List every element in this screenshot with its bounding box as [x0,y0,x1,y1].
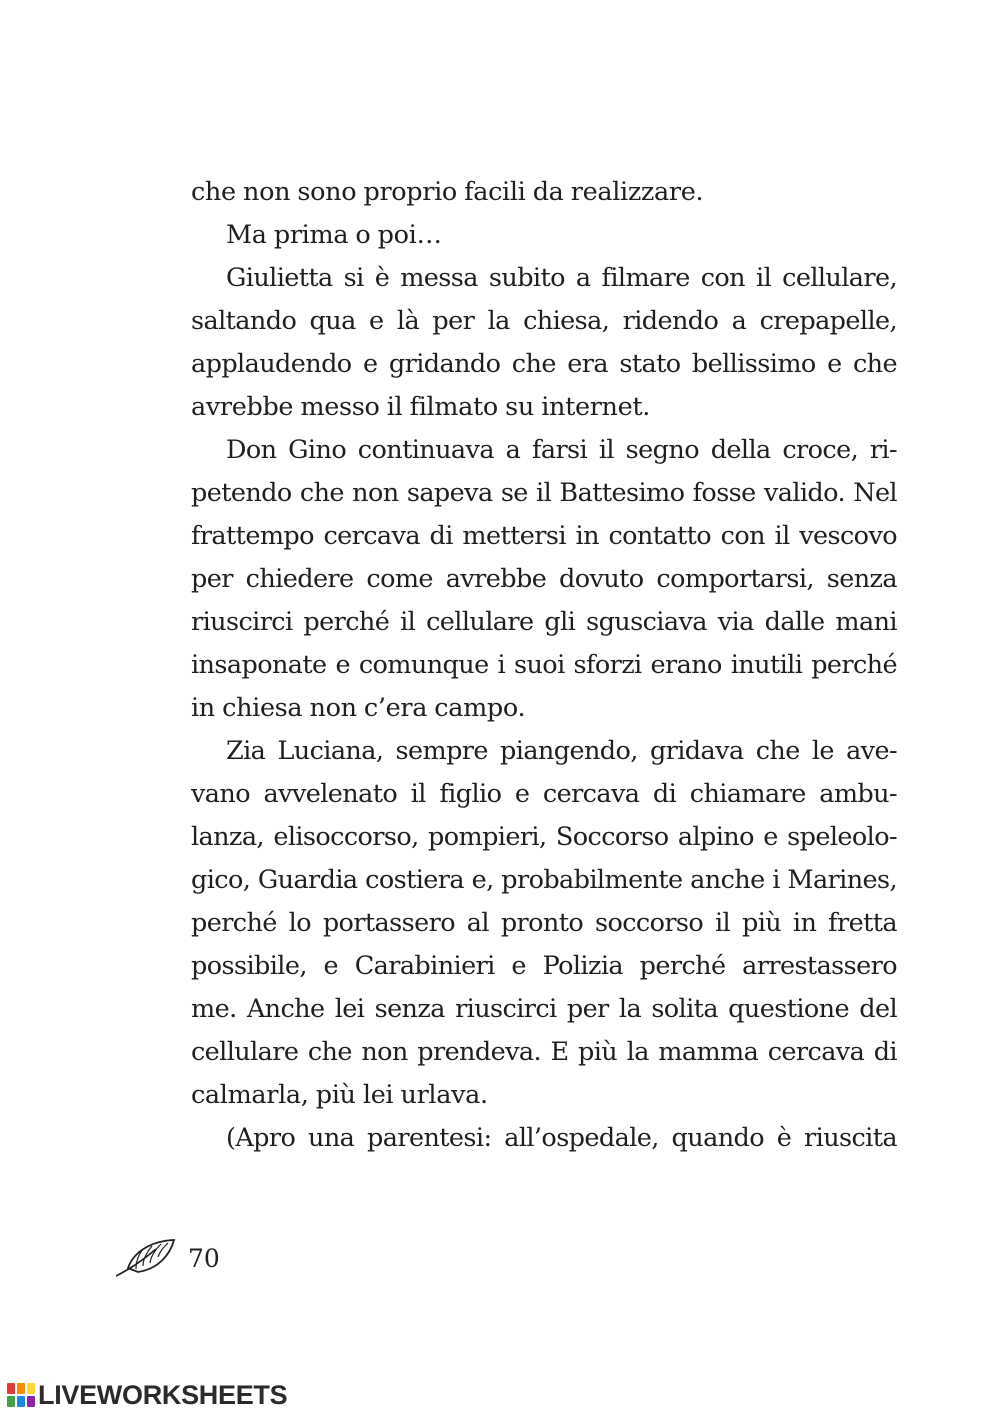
page-number: 70 [188,1243,220,1273]
logo-block-2 [17,1383,25,1394]
text-line: Giulietta si è messa subito a filmare con il cellulare, [226,263,897,293]
text-line: riuscirci perché il cellulare gli sgusciava via dalle mani [191,607,897,637]
text-line: petendo che non sapeva se il Battesimo fosse valido. Nel [191,478,897,508]
text-line: gico, Guardia costiera e, probabilmente anche i Marines, [191,865,897,895]
text-line: avrebbe messo il filmato su internet. [191,392,651,422]
text-line: che non sono proprio facili da realizzare. [191,177,704,207]
text-line: cellulare che non prendeva. E più la mamma cercava di [191,1037,897,1067]
book-page-text [191,171,897,1160]
text-line: Ma prima o poi… [226,220,442,250]
text-line: me. Anche lei senza riuscirci per la solita questione del [191,994,897,1024]
text-line: per chiedere come avrebbe dovuto comportarsi, senza [191,564,897,594]
liveworksheets-watermark[interactable] [6,1380,287,1410]
logo-block-1 [7,1383,15,1394]
logo-block-3 [27,1383,35,1394]
text-line: insaponate e comunque i suoi sforzi erano inutili perché [191,650,897,680]
text-line: in chiesa non c’era campo. [191,693,526,723]
text-line: frattempo cercava di mettersi in contatto con il vescovo [191,521,897,551]
text-line: possibile, e Carabinieri e Polizia perché arrestassero [191,951,897,981]
logo-block-4 [7,1396,15,1407]
watermark-text: LIVEWORKSHEETS [38,1379,288,1410]
text-line: lanza, elisoccorso, pompieri, Soccorso alpino e speleolo- [191,822,897,852]
logo-block-5 [17,1396,25,1407]
page-footer [112,1232,220,1284]
leaf-icon [112,1235,180,1281]
logo-block-6 [27,1396,35,1407]
text-line: applaudendo e gridando che era stato bellissimo e che [191,349,897,379]
text-line: Don Gino continuava a farsi il segno della croce, ri- [226,435,897,465]
text-line: (Apro una parentesi: all’ospedale, quando è riuscita [226,1123,897,1153]
text-line: vano avvelenato il figlio e cercava di chiamare ambu- [191,779,897,809]
text-line: Zia Luciana, sempre piangendo, gridava che le ave- [226,736,897,766]
text-line: calmarla, più lei urlava. [191,1080,488,1110]
text-line: perché lo portassero al pronto soccorso il più in fretta [191,908,897,938]
liveworksheets-logo-icon [6,1381,36,1409]
text-line: saltando qua e là per la chiesa, ridendo a crepapelle, [191,306,897,336]
